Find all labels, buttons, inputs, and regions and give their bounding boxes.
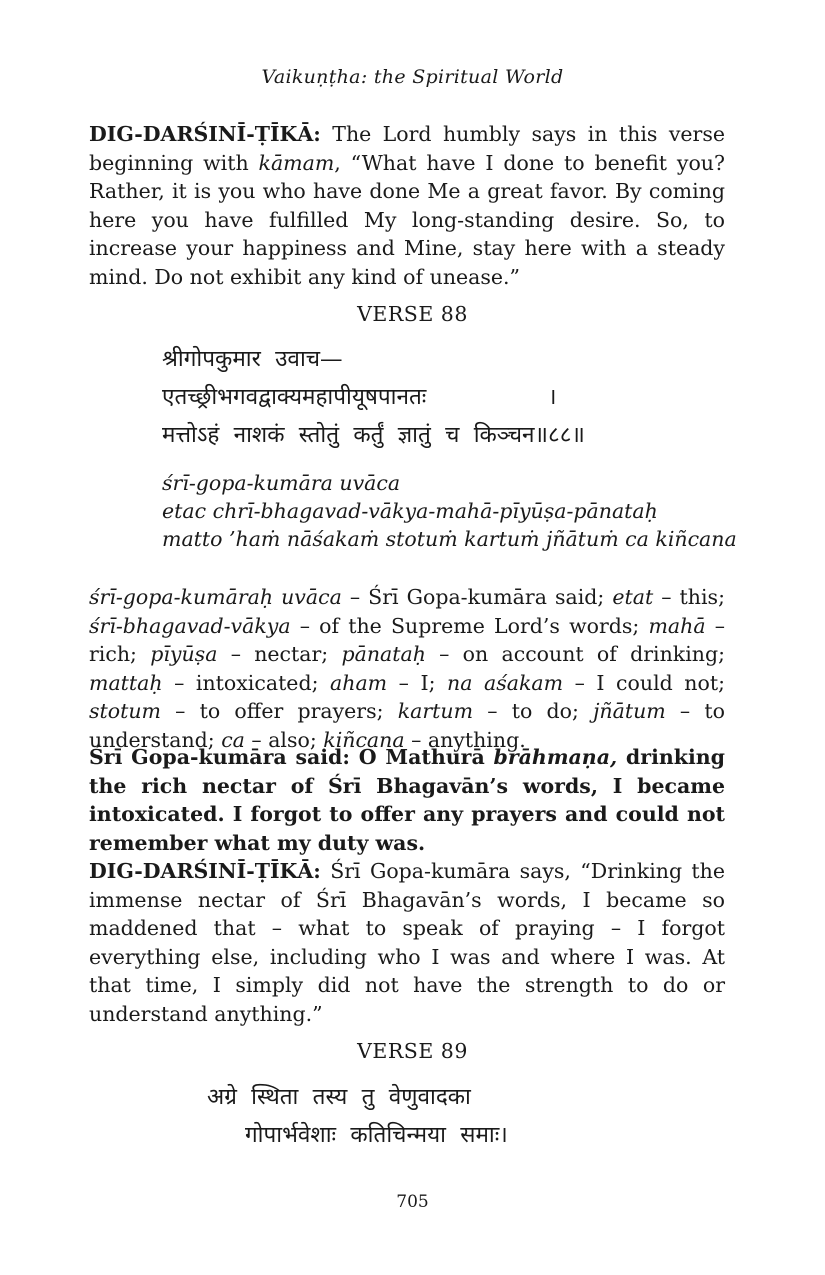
synonym-meaning: – anything. xyxy=(404,727,526,752)
verse-88-devanagari-line-1: श्रीगोपकुमार उवाच— xyxy=(162,346,343,372)
synonym-meaning: – of the Supreme Lord’s words; xyxy=(290,613,649,638)
synonyms-paragraph xyxy=(89,583,725,754)
verse-88-devanagari-line-2: एतच्छ्रीभगवद्वाक्यमहापीयूषपानतः । xyxy=(162,384,557,410)
synonym-term: jñātum xyxy=(593,699,666,723)
synonym-meaning: – intoxicated; xyxy=(162,670,331,695)
commentary-italic-term: kāmam xyxy=(258,150,335,175)
synonym-meaning: – nectar; xyxy=(217,642,342,666)
synonym-meaning: – I could not; xyxy=(563,670,726,695)
synonym-term: ca xyxy=(221,727,245,752)
commentary-label: DIG-DARŚINĪ-ṬĪKĀ: xyxy=(89,122,321,146)
commentary-label: DIG-DARŚINĪ-ṬĪKĀ: xyxy=(89,859,321,883)
synonym-meaning: – Śrī Gopa-kumāra said; xyxy=(341,585,613,609)
verse-89-devanagari-line-1: अग्रे स्थिता तस्य तु वेणुवादका xyxy=(207,1084,471,1110)
synonym-meaning: – to do; xyxy=(473,699,594,723)
commentary-paragraph-1 xyxy=(89,120,725,291)
synonym-meaning: – rich; xyxy=(89,613,725,666)
translation-paragraph xyxy=(89,743,725,857)
synonym-term: śrī-gopa-kumāraḥ uvāca xyxy=(89,585,342,609)
synonym-term: na aśakam xyxy=(447,670,564,695)
synonym-term: mattaḥ xyxy=(89,670,163,695)
synonym-term: pīyūṣa xyxy=(150,642,218,666)
synonym-meaning: – on account of drinking; xyxy=(425,642,726,666)
synonym-meaning: – to offer prayers; xyxy=(160,699,398,723)
synonym-term: kiñcana xyxy=(323,727,405,752)
verse-88-transliteration-line-1: śrī-gopa-kumāra uvāca xyxy=(162,471,401,495)
page-number: 705 xyxy=(396,1192,429,1212)
verse-89-heading: VERSE 89 xyxy=(357,1039,468,1063)
translation-text-b: drinking the rich nectar of Śrī Bhagavān’s words, I became intoxicated. I forgot to offer any prayers and could not remember what my duty was. xyxy=(89,745,725,855)
synonym-term: mahā xyxy=(648,613,706,638)
synonym-term: śrī-bhagavad-vākya xyxy=(89,613,291,638)
synonym-term: kartum xyxy=(397,699,474,723)
verse-89-devanagari-line-2: गोपार्भवेशाः कतिचिन्मया समाः। xyxy=(245,1122,508,1148)
translation-text-a: Śrī Gopa-kumāra said: O Mathurā xyxy=(89,745,494,769)
commentary-text-a: The Lord humbly says in this verse beginning with xyxy=(89,122,725,175)
commentary-paragraph-2 xyxy=(89,857,725,1028)
synonym-meaning: – to understand; xyxy=(89,699,725,752)
verse-88-devanagari-line-3: मत्तोऽहं नाशकं स्तोतुं कर्तुं ज्ञातुं च किञ्चन॥८८॥ xyxy=(162,422,585,448)
synonym-meaning: – also; xyxy=(244,727,324,752)
commentary-text: Śrī Gopa-kumāra says, “Drinking the immense nectar of Śrī Bhagavān’s words, I became so maddened that – what to speak of praying – I forgot everything else, including who I was and where I was. At that time, I simply did not have the strength to do or understand anything.” xyxy=(89,859,725,1026)
translation-italic-term: brāhmaṇa, xyxy=(493,745,618,769)
synonym-term: aham xyxy=(330,670,388,695)
synonym-term: pānataḥ xyxy=(341,642,426,666)
synonym-term: etat xyxy=(612,585,654,609)
synonym-meaning: – this; xyxy=(653,585,725,609)
verse-88-heading: VERSE 88 xyxy=(357,302,468,326)
verse-88-transliteration-line-2: etac chrī-bhagavad-vākya-mahā-pīyūṣa-pānataḥ xyxy=(162,499,658,523)
running-head: Vaikuṇṭha: the Spiritual World xyxy=(261,66,564,88)
commentary-text-b: , “What have I done to benefit you? Rather, it is you who have done Me a great favor. By coming here you have fulfilled My long-standing desire. So, to increase your happiness and Mine, stay here with a steady mind. Do not exhibit any kind of unease.” xyxy=(89,150,725,289)
synonym-term: stotum xyxy=(89,699,161,723)
synonym-meaning: – I; xyxy=(387,670,448,695)
verse-88-transliteration-line-3: matto ’haṁ nāśakaṁ stotuṁ kartuṁ jñātuṁ ca kiñcana xyxy=(162,527,737,551)
